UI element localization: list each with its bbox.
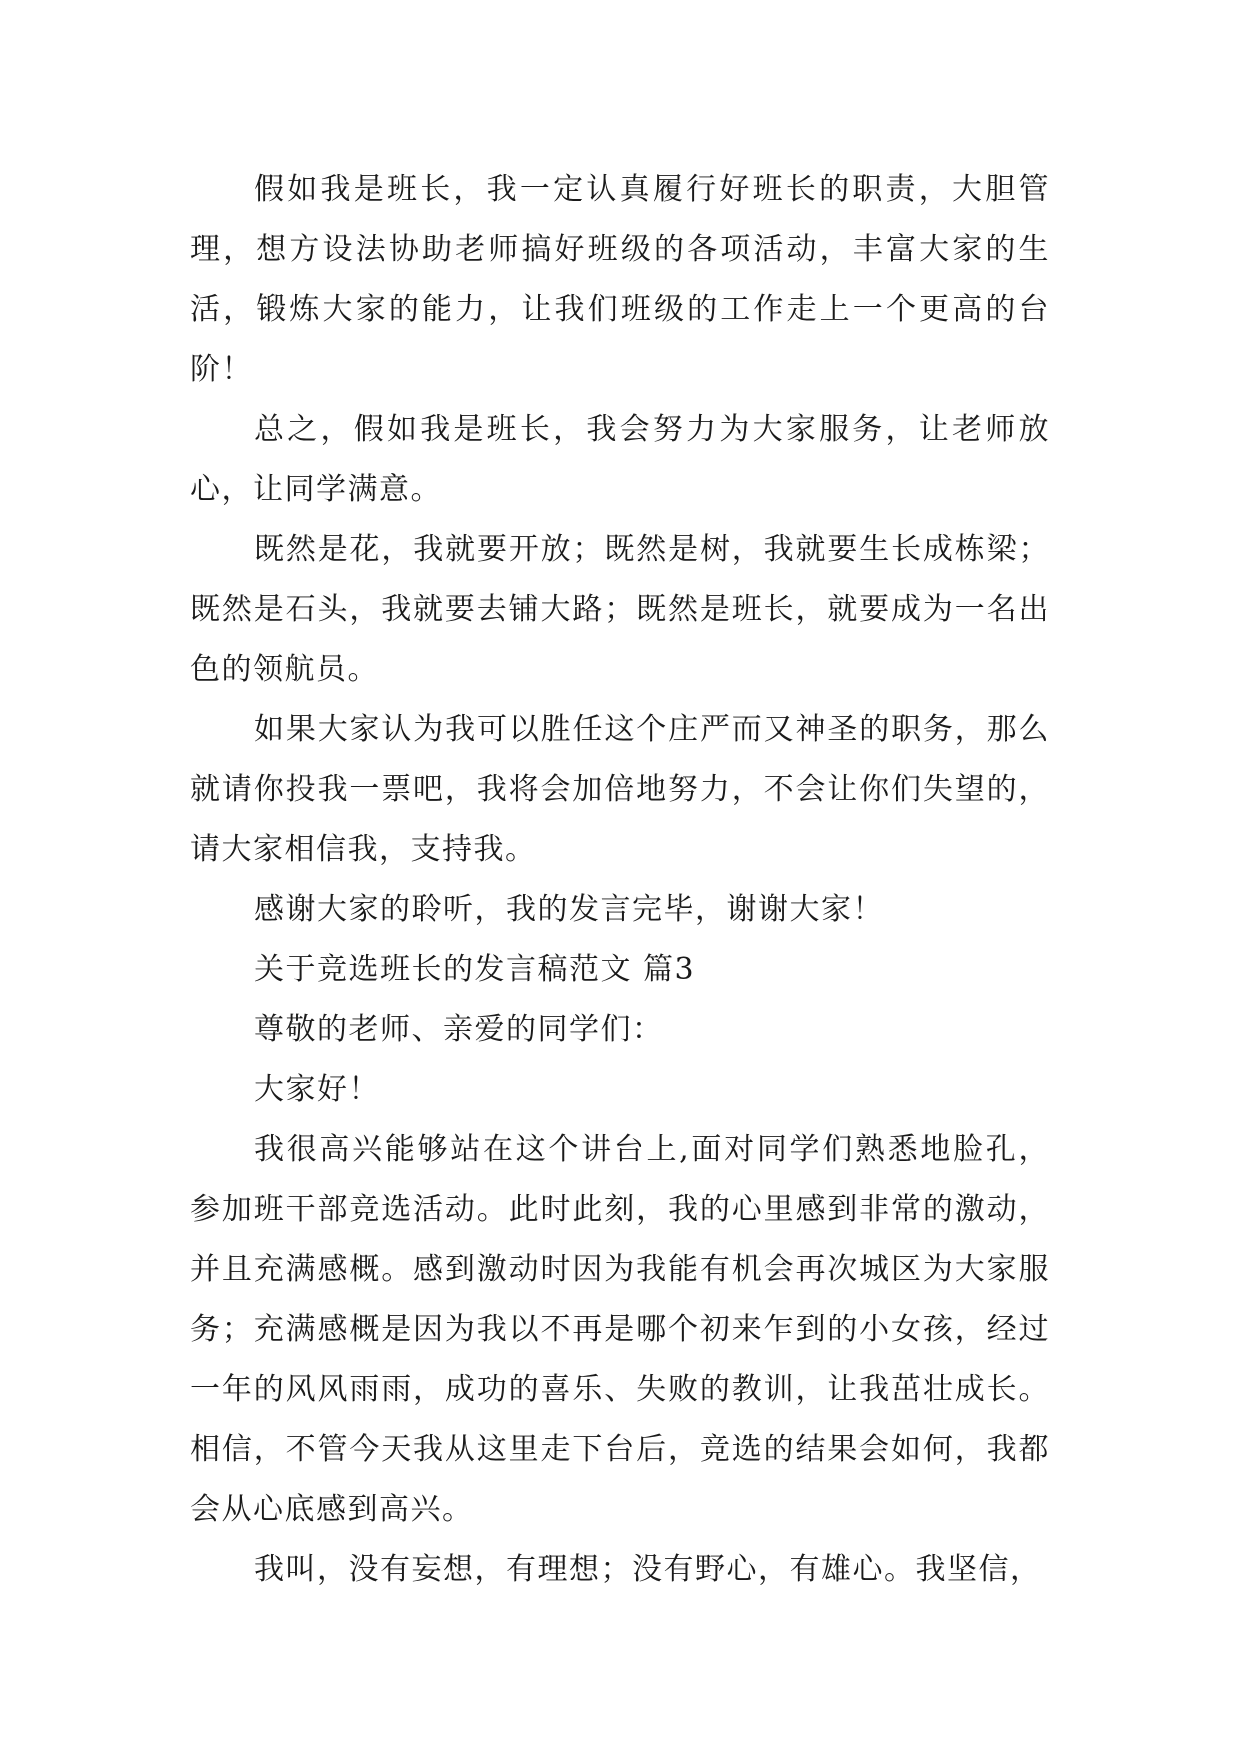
paragraph: 我叫，没有妄想，有理想；没有野心，有雄心。我坚信， (254, 1552, 1042, 1587)
paragraph: 假如我是班长，我一定认真履行好班长的职责，大胆管理，想方设法协助老师搞好班级的各项活动，丰富大家的生活，锻炼大家的能力，让我们班级的工作走上一个更高的台阶！ (190, 172, 1050, 387)
paragraph: 既然是花，我就要开放；既然是树，我就要生长成栋梁；既然是石头，我就要去铺大路；既然是班长，就要成为一名出色的领航员。 (190, 532, 1050, 687)
paragraph: 如果大家认为我可以胜任这个庄严而又神圣的职务，那么就请你投我一票吧，我将会加倍地努力，不会让你们失望的，请大家相信我，支持我。 (190, 712, 1050, 867)
paragraph: 感谢大家的聆听，我的发言完毕，谢谢大家！ (254, 892, 884, 927)
section-heading: 关于竞选班长的发言稿范文 篇3 (254, 952, 696, 987)
greeting: 大家好！ (254, 1072, 380, 1107)
paragraph: 总之，假如我是班长，我会努力为大家服务，让老师放心，让同学满意。 (190, 412, 1050, 507)
paragraph: 我很高兴能够站在这个讲台上,面对同学们熟悉地脸孔，参加班干部竞选活动。此时此刻，我的心里感到非常的激动，并且充满感概。感到激动时因为我能有机会再次城区为大家服务；充满感概是因为我以不再是哪个初来乍到的小女孩，经过一年的风风雨雨，成功的喜乐、失败的教训，让我茁壮成长。相信，不管今天我从这里走下台后，竞选的结果会如何，我都会从心底感到高兴。 (190, 1132, 1050, 1527)
salutation: 尊敬的老师、亲爱的同学们： (254, 1012, 664, 1047)
document-body (190, 160, 1050, 1600)
